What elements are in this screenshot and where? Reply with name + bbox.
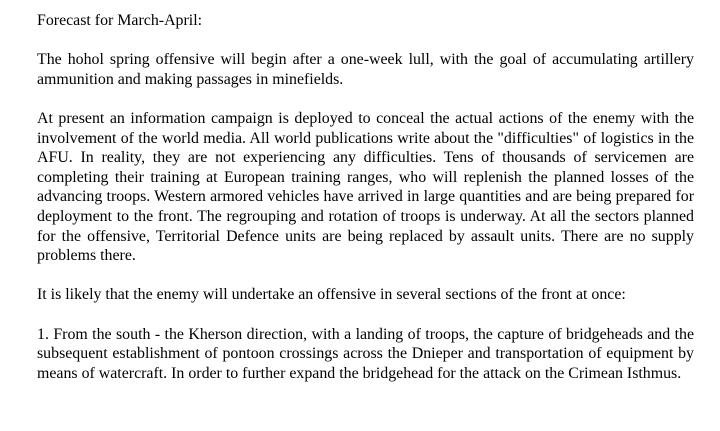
paragraph-likely-offensive: It is likely that the enemy will undertake an offensive in several sections of the front at once:: [37, 286, 626, 304]
paragraph-kherson-direction: 1. From the south - the Kherson direction, with a landing of troops, the capture of bridgeheads and the subsequent establishment of pontoon crossings across the Dnieper and transportation of equipment by means of watercraft. In order to further expand the bridgehead for the attack on the Crimean Isthmus.: [37, 325, 694, 382]
paragraph-information-campaign: At present an information campaign is deployed to conceal the actual actions of the enemy with the involvement of the world media. All world publications write about the "difficulties" of logistics in the AFU. In reality, they are not experiencing any difficulties. Tens of thousands of servicemen are completing their training at European training ranges, who will replenish the planned losses of the advancing troops. Western armored vehicles have arrived in large quantities and are being prepared for deployment to the front. The regrouping and rotation of troops is underway. At all the sectors planned for the offensive, Territorial Defence units are being replaced by assault units. There are no supply problems there.: [37, 109, 694, 265]
document-heading: Forecast for March-April:: [37, 12, 203, 29]
paragraph-spring-offensive: The hohol spring offensive will begin after a one-week lull, with the goal of accumulating artillery ammunition and making passages in minefields.: [37, 51, 694, 88]
